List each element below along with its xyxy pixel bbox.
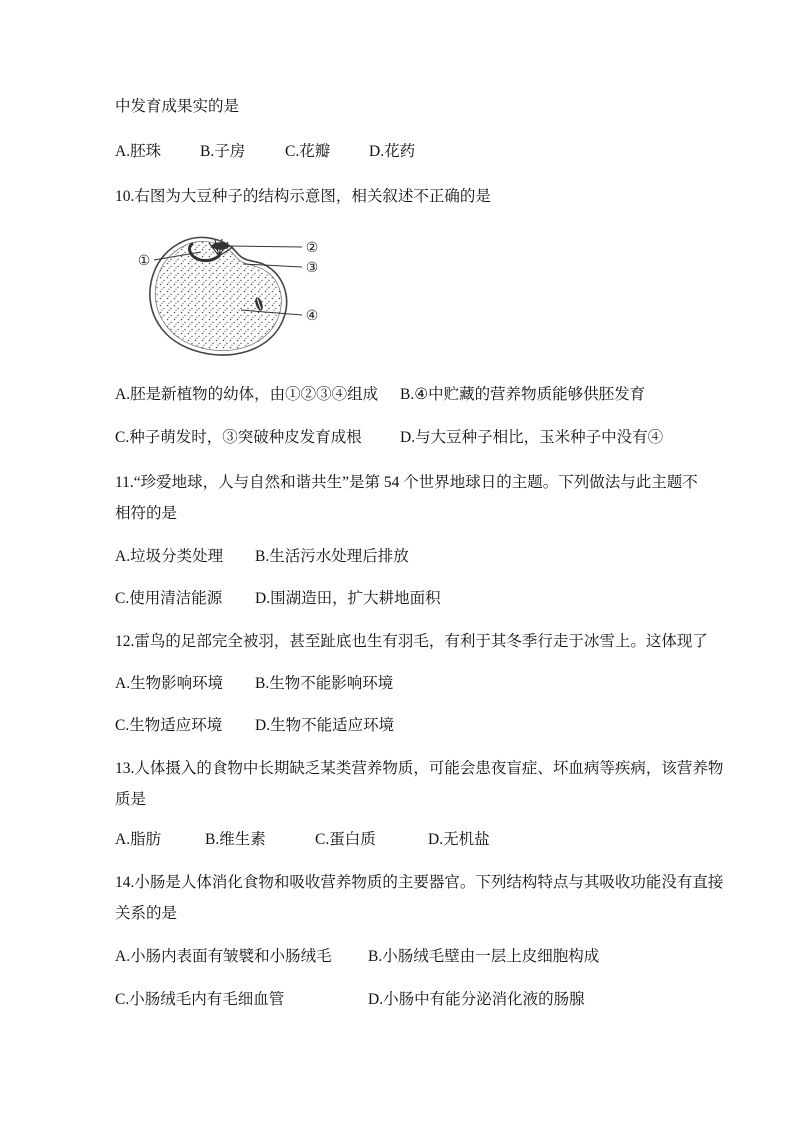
q12-option-d: D.生物不能适应环境 <box>255 717 395 734</box>
label-2: ② <box>305 241 319 256</box>
q12-option-b: B.生物不能影响环境 <box>255 675 394 692</box>
q14-option-c: C.小肠绒毛内有毛细血管 <box>115 991 285 1008</box>
q9-options-row <box>115 141 687 163</box>
q13-option-a: A.脂肪 <box>115 831 162 848</box>
q9-option-b: B.子房 <box>200 143 246 160</box>
q11-options-row-2 <box>115 588 687 610</box>
q13-option-d: D.无机盐 <box>428 831 490 848</box>
q14-option-d: D.小肠中有能分泌消化液的肠腺 <box>368 991 585 1008</box>
q13-option-c: C.蛋白质 <box>315 831 376 848</box>
q11-option-d: D.围湖造田，扩大耕地面积 <box>255 590 441 607</box>
q11-stem-line2: 相符的是 <box>115 505 178 522</box>
q14-options-row-1 <box>115 946 687 968</box>
q14-option-a: A.小肠内表面有皱襞和小肠绒毛 <box>115 948 332 965</box>
page-content <box>115 96 724 1011</box>
q14-stem-line2: 关系的是 <box>115 905 178 922</box>
label2-line <box>231 246 302 247</box>
soybean-seed-diagram <box>131 220 341 370</box>
q9-option-d: D.花药 <box>369 143 416 160</box>
q12-option-c: C.生物适应环境 <box>115 717 223 734</box>
q10-option-d: D.与大豆种子相比，玉米种子中没有④ <box>400 429 664 446</box>
q12-option-a: A.生物影响环境 <box>115 675 224 692</box>
q10-options-row-1 <box>115 384 687 406</box>
q13-stem-line2: 质是 <box>115 791 147 808</box>
soybean-seed-svg <box>131 220 341 370</box>
q11-option-a: A.垃圾分类处理 <box>115 548 224 565</box>
q9-stem-continuation: 中发育成果实的是 <box>115 98 240 115</box>
q13-options-row <box>115 829 687 851</box>
q10-option-a: A.胚是新植物的幼体，由①②③④组成 <box>115 386 379 403</box>
q10-option-b: B.④中贮藏的营养物质能够供胚发育 <box>400 386 646 403</box>
q10-stem: 10.右图为大豆种子的结构示意图，相关叙述不正确的是 <box>115 188 491 205</box>
q11-options-row-1 <box>115 546 687 568</box>
label-3: ③ <box>305 261 319 276</box>
q13-option-b: B.维生素 <box>205 831 266 848</box>
q14-options-row-2 <box>115 989 687 1011</box>
q12-options-row-2 <box>115 715 687 737</box>
q9-option-a: A.胚珠 <box>115 143 162 160</box>
q14-option-b: B.小肠绒毛壁由一层上皮细胞构成 <box>368 948 600 965</box>
q9-option-c: C.花瓣 <box>285 143 331 160</box>
q14-stem-line1: 14.小肠是人体消化食物和吸收营养物质的主要器官。下列结构特点与其吸收功能没有直接 <box>115 874 724 891</box>
q11-option-b: B.生活污水处理后排放 <box>255 548 409 565</box>
q12-options-row-1 <box>115 673 687 695</box>
q12-stem: 12.雷鸟的足部完全被羽，甚至趾底也生有羽毛，有利于其冬季行走于冰雪上。这体现了 <box>115 633 708 650</box>
q13-stem-line1: 13.人体摄入的食物中长期缺乏某类营养物质，可能会患夜盲症、坏血病等疾病，该营养物 <box>115 760 724 777</box>
label-1: ① <box>137 254 151 269</box>
q10-option-c: C.种子萌发时，③突破种皮发育成根 <box>115 429 362 446</box>
label-4: ④ <box>305 309 319 324</box>
q11-stem-line1: 11.“珍爱地球，人与自然和谐共生”是第 54 个世界地球日的主题。下列做法与此主题不 <box>115 474 698 491</box>
q10-options-row-2 <box>115 427 687 449</box>
q11-option-c: C.使用清洁能源 <box>115 590 223 607</box>
